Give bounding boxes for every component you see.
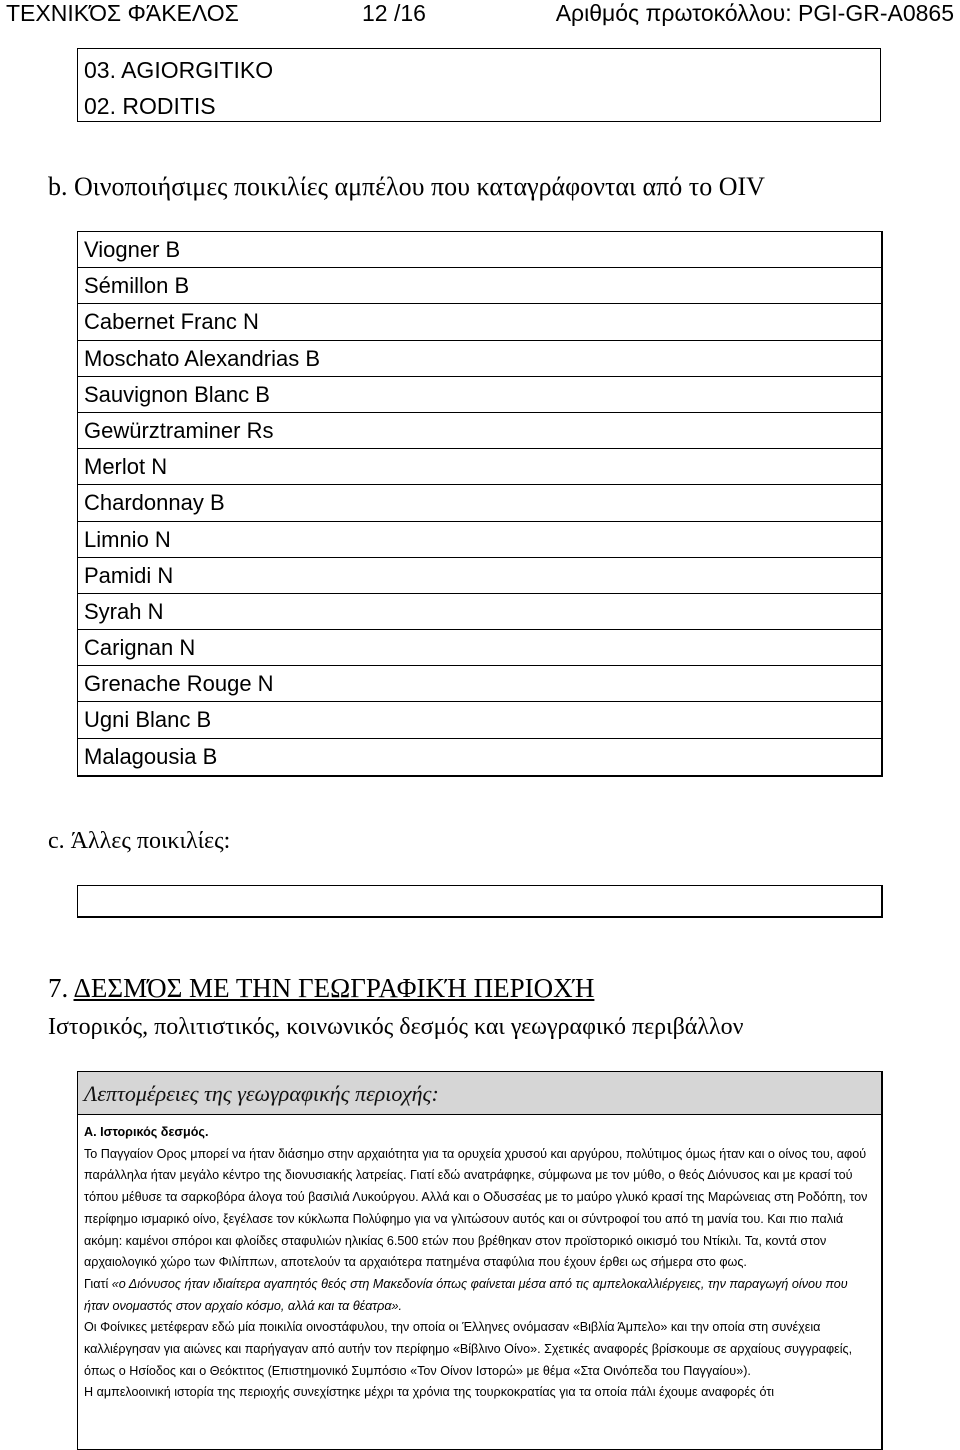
variety-row: Syrah N (78, 594, 881, 630)
historical-subheading: Α. Ιστορικός δεσμός. (84, 1125, 209, 1139)
variety-item: 03. AGIORGITIKO (84, 57, 274, 83)
paragraph: Το Παγγαίον Ορος μπορεί να ήταν διάσημο στην αρχαιότητα για τα ορυχεία χρυσού και αργύρου, πολύτιμος όμως ήταν και ο οίνος του, αφού παράλληλα ήταν μεγάλο κέντρο της διονυσιακής λατρείας. Γιατί εδώ ανατράφηκε, σύμφωνα με τον μύθο, ο θεός Διόνυσος και με κρασί τού τόπου μέθυσε τα σαρκοβόρα άλογα τού βασιλιά Λυκούργου. Αλλά και ο Οδυσσέας με το μαύρο γλυκό κρασί της Μαρώνειας στη Ροδόπη, τον περίφημο ισμαρικό οίνο, ξεγέλασε τον κύκλωπα Πολύφημο για να γλιτώσουν αυτός και οι σύντροφοί του από τη μανία του. Και πιο παλιά ακόμη: καμένοι σπόροι και φλοίδες σταφυλιών ηλικίας 6.500 ετών που βρέθηκαν στον προϊστορικό οικισμό του Ντίκιλι. Τα, κοντά στον αρχαιολογικό χώρο των Φιλίππων, αποτελούν τα αρχαιότερα πατημένα σταφύλια που έχουν έρθει ως σήμερα στο φως. (84, 1146, 868, 1270)
main-varieties-box (77, 48, 881, 122)
variety-row: Cabernet Franc N (78, 304, 881, 340)
section-7-heading (48, 973, 594, 1004)
variety-row: Pamidi N (78, 558, 881, 594)
section-number: 7. (48, 973, 69, 1003)
paragraph: Οι Φοίνικες μετέφεραν εδώ μία ποικιλία οινοστάφυλου, την οποία οι Έλληνες ονόμασαν «Βιβλία Άμπελο» και την οποία στη συνέχεια καλλιέργησαν για αιώνες και παρήγαγαν από αυτήν τον περίφημο «Βίβλινο Οίνο». Σχετικές αναφορές βρίσκουμε σε αρχαίους συγγραφείς, όπως ο Ησίοδος και ο Θεόκτιτος (Επιστημονικό Συμπόσιο «Τον Οίνον Ιστορώ» με θέμα «Στα Οινόπεδα του Παγγαίου»). (84, 1320, 853, 1378)
oiv-varieties-list (77, 231, 883, 777)
page-header (0, 0, 960, 34)
section-title: ΔΕΣΜΌΣ ΜΕ ΤΗΝ ΓΕΩΓΡΑΦΙΚΉ ΠΕΡΙΟΧΉ (73, 973, 595, 1003)
variety-row: Viogner B (78, 232, 881, 268)
page-number: 12 /16 (362, 0, 426, 26)
paragraph (84, 1274, 875, 1317)
variety-row: Merlot N (78, 449, 881, 485)
section-b-heading: b. Οινοποιήσιμες ποικιλίες αμπέλου που καταγράφονται από το OIV (48, 172, 765, 201)
variety-row: Carignan N (78, 630, 881, 666)
italic-quote: «ο Διόνυσος ήταν ιδιαίτερα αγαπητός θεός στη Μακεδονία όπως φαίνεται μέσα από τις αμπελοκαλλιέργειες, την παραγωγή οίνου που ήταν ονομαστός στον αρχαίο κόσμο, αλλά και τα θέατρα». (84, 1276, 848, 1313)
document-title: ΤΕΧΝΙΚΌΣ ΦΆΚΕΛΟΣ (6, 0, 239, 26)
variety-row: Sémillon B (78, 268, 881, 304)
paragraph-prefix: Γιατί (84, 1276, 112, 1291)
variety-row: Malagousia B (84, 743, 218, 769)
geographic-details-box (77, 1071, 883, 1450)
section-subtitle: Ιστορικός, πολιτιστικός, κοινωνικός δεσμός και γεωγραφικό περιβάλλον (48, 1014, 744, 1040)
variety-item: 02. RODITIS (84, 93, 216, 119)
paragraph: Η αμπελοοινική ιστορία της περιοχής συνεχίστηκε μέχρι τα χρόνια της τουρκοκρατίας για τα οποία πάλι έχουμε αναφορές ότι (84, 1385, 775, 1400)
variety-row: Chardonnay B (78, 485, 881, 521)
variety-row: Moschato Alexandrias B (78, 341, 881, 377)
details-label: Λεπτομέρειες της γεωγραφικής περιοχής: (78, 1072, 881, 1115)
section-c-heading: c. Άλλες ποικιλίες: (48, 828, 231, 854)
variety-row: Grenache Rouge N (78, 666, 881, 702)
variety-row: Ugni Blanc B (78, 702, 881, 738)
variety-row: Sauvignon Blanc B (78, 377, 881, 413)
variety-row: Gewürztraminer Rs (78, 413, 881, 449)
other-varieties-field (77, 885, 883, 918)
protocol-number: Αριθμός πρωτοκόλλου: PGI-GR-A0865 (555, 0, 954, 26)
variety-row: Limnio N (78, 522, 881, 558)
details-body (78, 1115, 881, 1404)
